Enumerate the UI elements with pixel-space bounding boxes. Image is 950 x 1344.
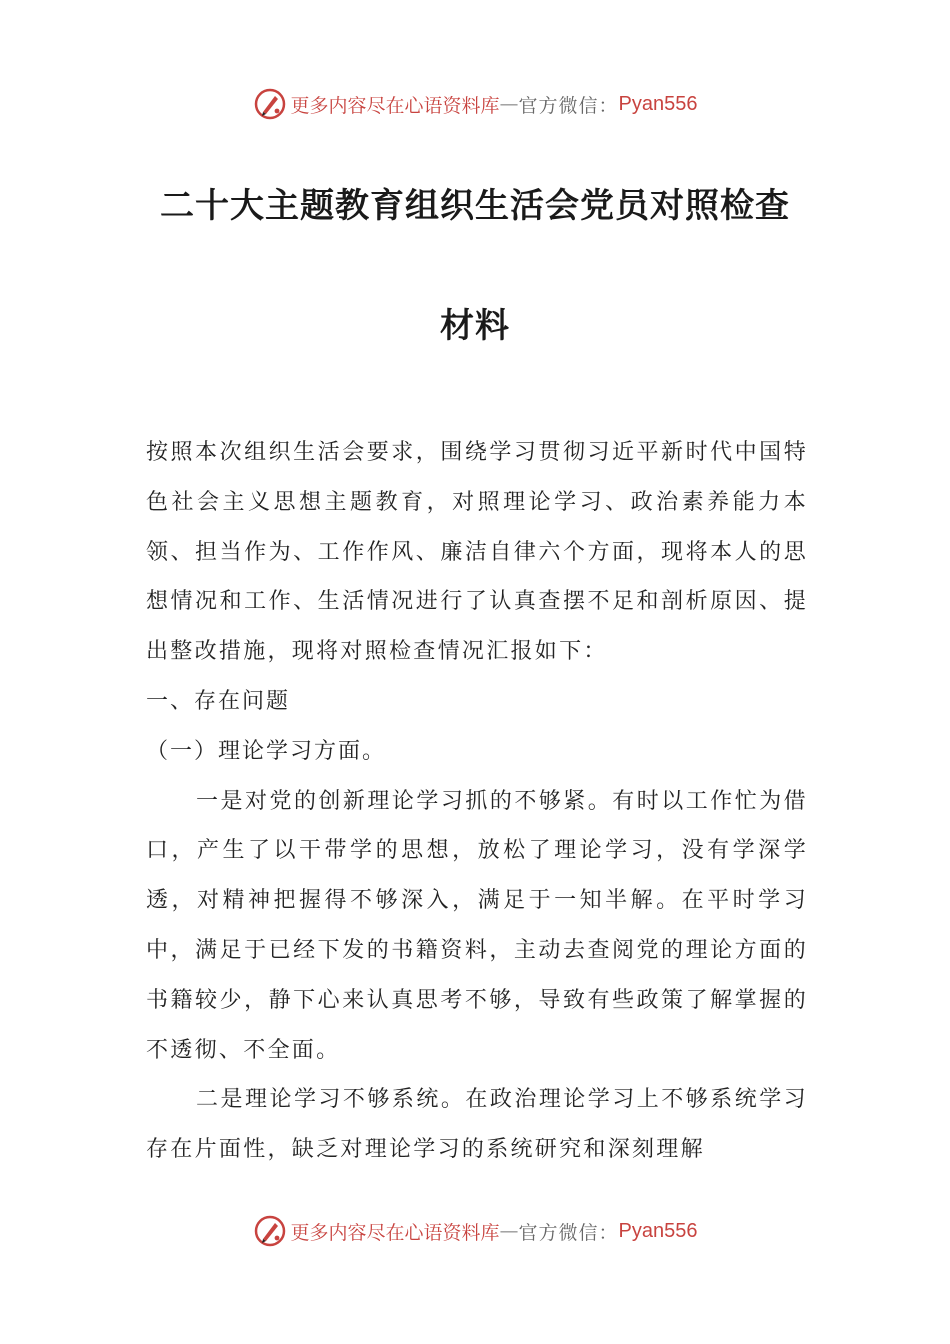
document-title-line-1: 二十大主题教育组织生活会党员对照检查 <box>160 186 790 226</box>
watermark-dash: — <box>499 93 519 115</box>
section-heading-1: 一、存在问题 <box>146 688 291 714</box>
document-title-line-2: 材料 <box>440 306 510 346</box>
watermark-main-text: 更多内容尽在心语资料库 <box>290 94 500 117</box>
subsection-heading-1: （一）理论学习方面。 <box>146 738 387 764</box>
watermark-header <box>0 84 950 124</box>
watermark-footer <box>0 1211 950 1251</box>
watermark-sub-text: 官方微信： <box>518 1221 619 1244</box>
pen-logo-icon <box>253 87 287 121</box>
watermark-sub-text: 官方微信： <box>518 94 619 117</box>
watermark-wechat-id: Pyan556 <box>618 92 698 115</box>
paragraph-1: 一是对党的创新理论学习抓的不够紧。有时以工作忙为借口，产生了以干带学的思想，放松了理论学习，没有学深学透，对精神把握得不够深入，满足于一知半解。在平时学习中，满足于已经下发的书籍资料，主动去查阅党的理论方面的书籍较少，静下心来认真思考不够，导致有些政策了解掌握的不透彻、不全面。 <box>146 788 808 1063</box>
watermark-main-text: 更多内容尽在心语资料库 <box>290 1221 500 1244</box>
watermark-dash: — <box>499 1220 519 1242</box>
watermark-wechat-id: Pyan556 <box>618 1219 698 1242</box>
paragraph-2: 二是理论学习不够系统。在政治理论学习上不够系统学习存在片面性，缺乏对理论学习的系统研究和深刻理解 <box>146 1087 808 1163</box>
pen-logo-icon <box>253 1214 287 1248</box>
intro-paragraph: 按照本次组织生活会要求，围绕学习贯彻习近平新时代中国特色社会主义思想主题教育，对照理论学习、政治素养能力本领、担当作为、工作作风、廉洁自律六个方面，现将本人的思想情况和工作、生活情况进行了认真查摆不足和剖析原因、提出整改措施，现将对照检查情况汇报如下： <box>146 440 808 665</box>
document-body <box>146 428 808 1175</box>
